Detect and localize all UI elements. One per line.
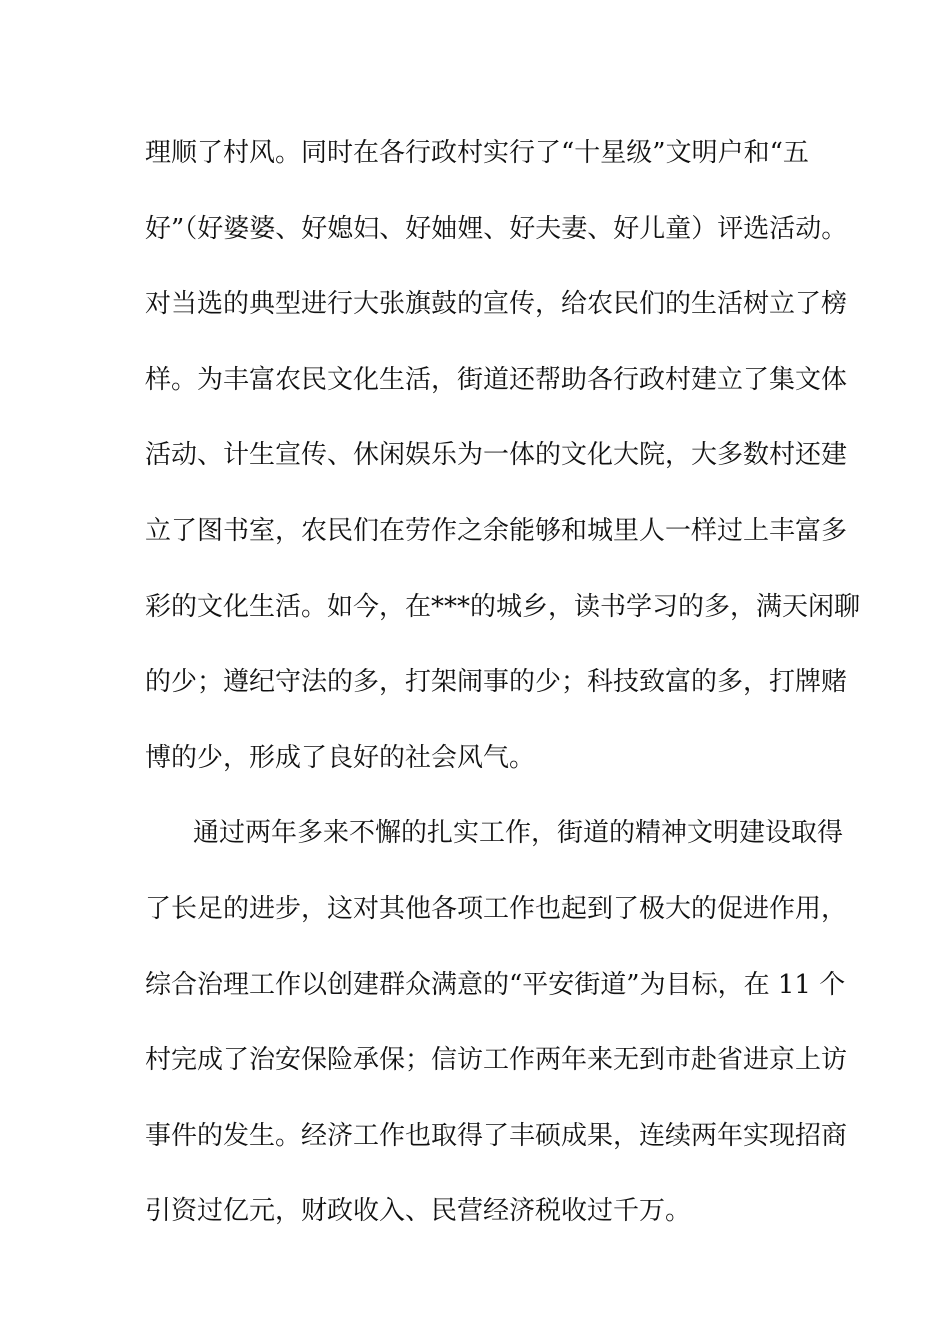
text-line-9: 博的少，形成了良好的社会风气。 — [145, 742, 536, 773]
text-line-12: 综合治理工作以创建群众满意的“平安街道”为目标，在 11 个 — [145, 969, 846, 1000]
text-line-15: 引资过亿元，财政收入、民营经济税收过千万。 — [145, 1196, 692, 1227]
text-line-5: 活动、计生宣传、休闲娱乐为一体的文化大院，大多数村还建 — [145, 440, 848, 471]
text-line-4: 样。为丰富农民文化生活，街道还帮助各行政村建立了集文体 — [145, 364, 848, 395]
text-line-8: 的少；遵纪守法的多，打架闹事的少；科技致富的多，打牌赌 — [145, 667, 848, 698]
text-line-7: 彩的文化生活。如今，在***的城乡，读书学习的多，满天闲聊 — [145, 591, 861, 622]
text-line-2: 好”（好婆婆、好媳妇、好妯娌、好夫妻、好儿童）评选活动。 — [145, 213, 848, 244]
text-line-11: 了长足的进步，这对其他各项工作也起到了极大的促进作用， — [145, 893, 848, 924]
body-text — [145, 127, 861, 1261]
text-line-6: 立了图书室，农民们在劳作之余能够和城里人一样过上丰富多 — [145, 515, 848, 546]
text-line-3: 对当选的典型进行大张旗鼓的宣传，给农民们的生活树立了榜 — [145, 289, 848, 320]
text-line-14: 事件的发生。经济工作也取得了丰硕成果，连续两年实现招商 — [145, 1120, 848, 1151]
text-line-13: 村完成了治安保险承保；信访工作两年来无到市赴省进京上访 — [145, 1045, 848, 1076]
text-line-1: 理顺了村风。同时在各行政村实行了“十星级”文明户和“五 — [145, 138, 809, 168]
paragraph-start-line: 通过两年多来不懈的扎实工作，街道的精神文明建设取得 — [193, 818, 844, 849]
